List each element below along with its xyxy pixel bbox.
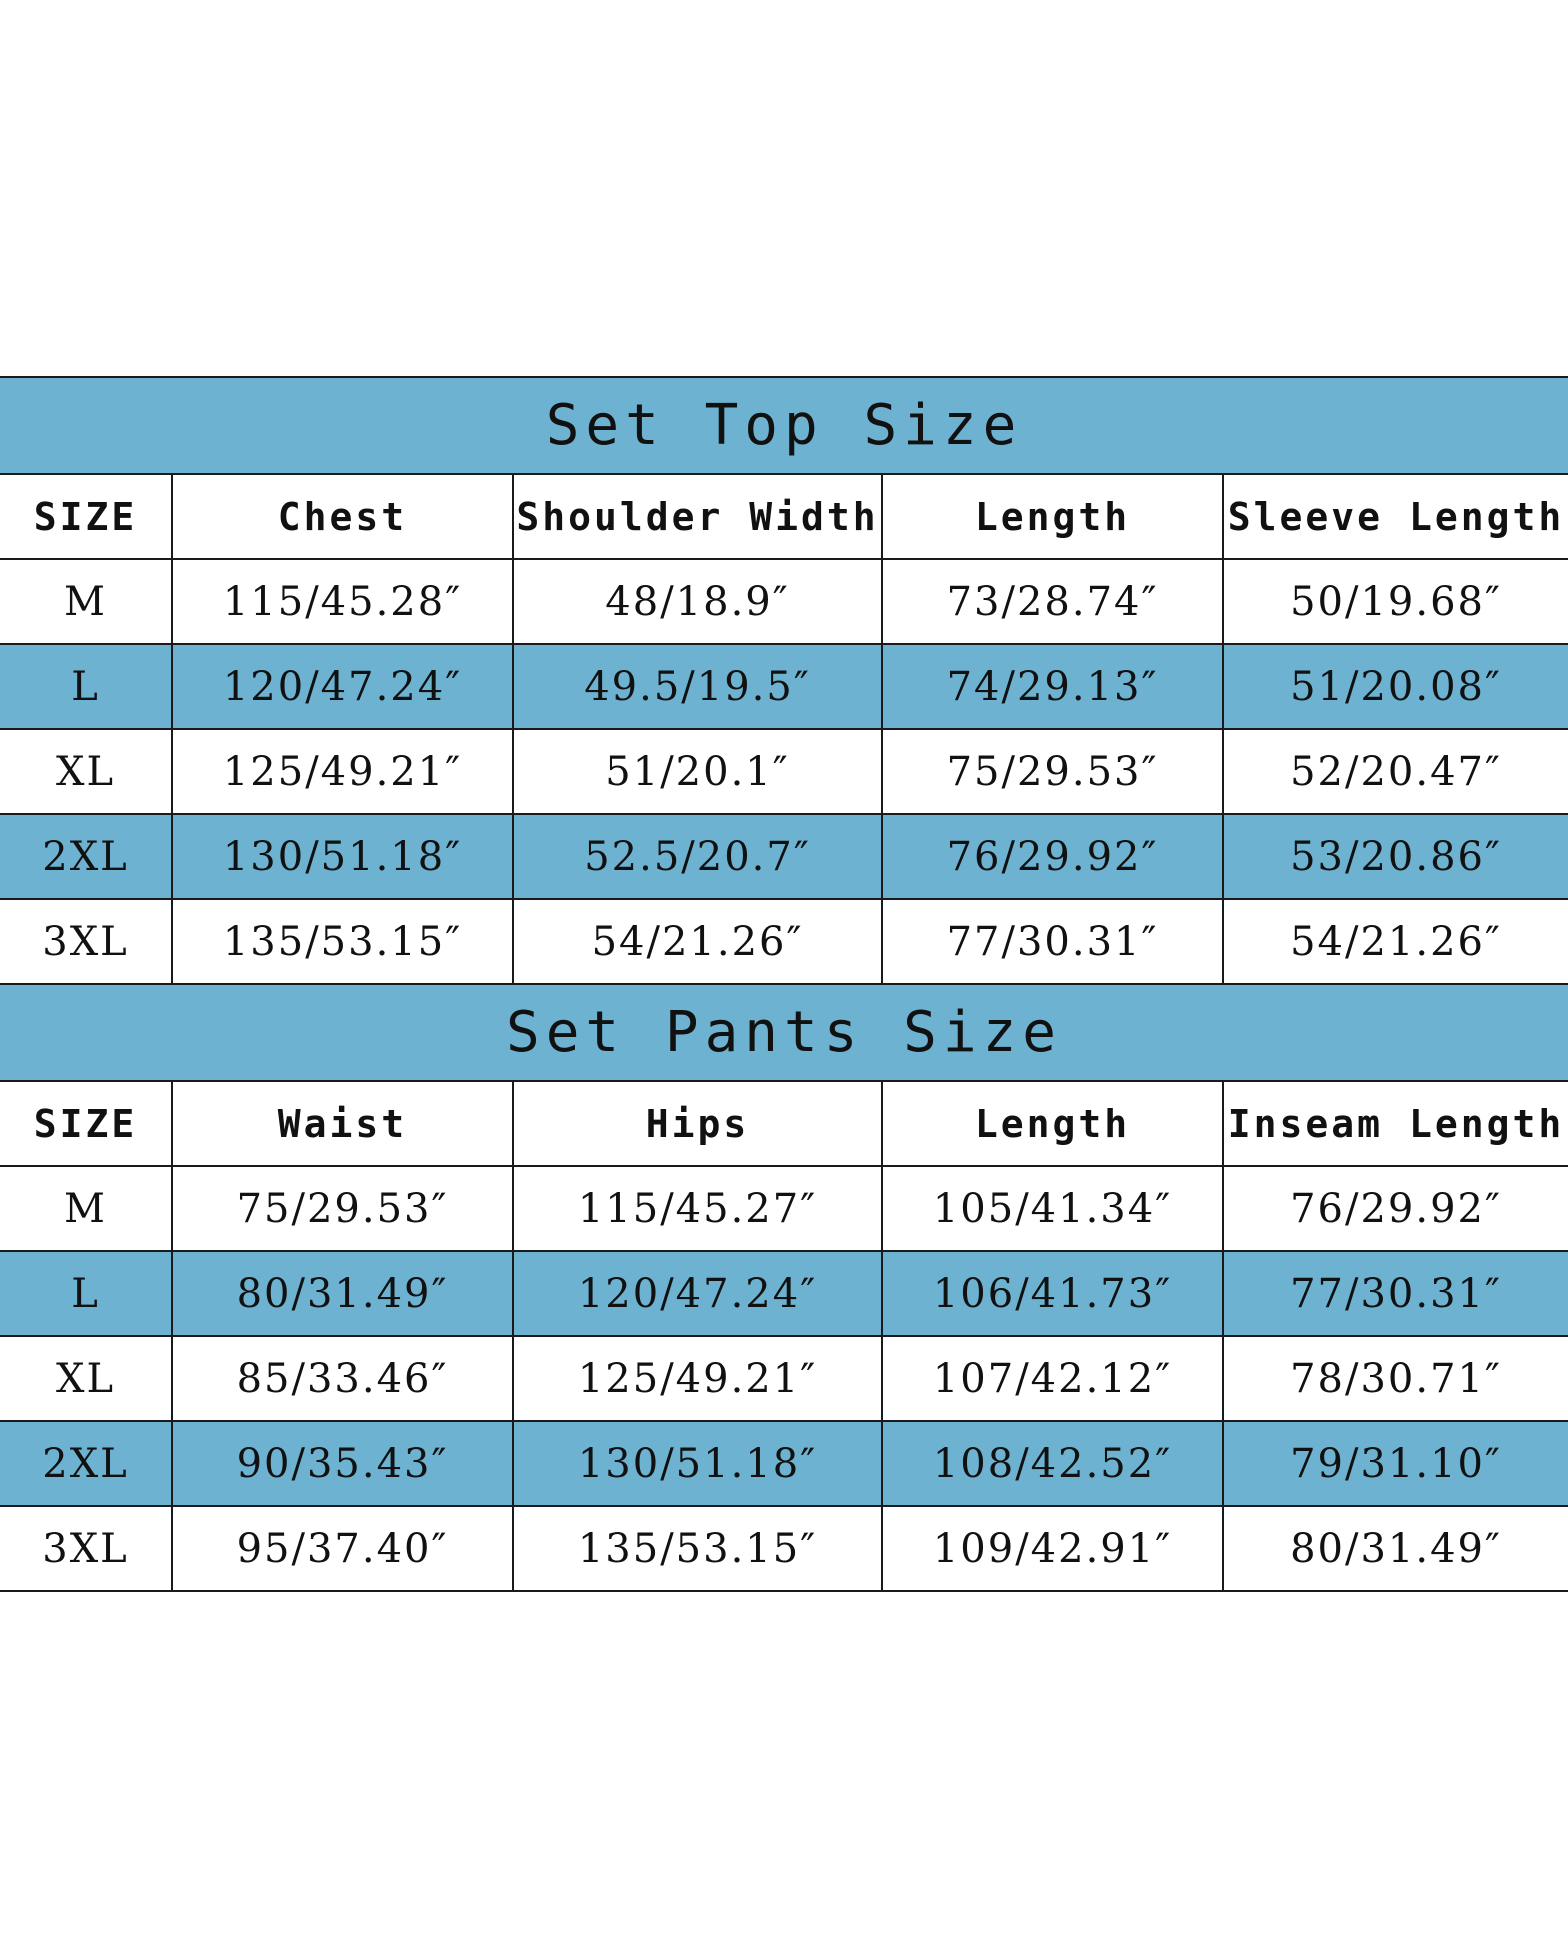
table-row bbox=[0, 559, 1568, 644]
measurement-cell: 120/47.24″ bbox=[172, 644, 513, 729]
measurement-cell: 73/28.74″ bbox=[882, 559, 1223, 644]
measurement-cell: 135/53.15″ bbox=[172, 899, 513, 984]
size-cell: 3XL bbox=[0, 1506, 172, 1591]
measurement-cell: 76/29.92″ bbox=[882, 814, 1223, 899]
measurement-cell: 107/42.12″ bbox=[882, 1336, 1223, 1421]
measurement-cell: 77/30.31″ bbox=[1223, 1251, 1568, 1336]
table-row bbox=[0, 1336, 1568, 1421]
column-header: Shoulder Width bbox=[513, 474, 882, 559]
pants-title-row bbox=[0, 984, 1568, 1081]
table-row bbox=[0, 1506, 1568, 1591]
measurement-cell: 51/20.08″ bbox=[1223, 644, 1568, 729]
measurement-cell: 106/41.73″ bbox=[882, 1251, 1223, 1336]
measurement-cell: 90/35.43″ bbox=[172, 1421, 513, 1506]
measurement-cell: 51/20.1″ bbox=[513, 729, 882, 814]
measurement-cell: 130/51.18″ bbox=[513, 1421, 882, 1506]
size-cell: 2XL bbox=[0, 1421, 172, 1506]
table-row bbox=[0, 729, 1568, 814]
column-header: SIZE bbox=[0, 1081, 172, 1166]
column-header: Hips bbox=[513, 1081, 882, 1166]
size-cell: M bbox=[0, 559, 172, 644]
measurement-cell: 125/49.21″ bbox=[172, 729, 513, 814]
measurement-cell: 115/45.27″ bbox=[513, 1166, 882, 1251]
size-cell: L bbox=[0, 1251, 172, 1336]
measurement-cell: 77/30.31″ bbox=[882, 899, 1223, 984]
measurement-cell: 105/41.34″ bbox=[882, 1166, 1223, 1251]
top-section-title: Set Top Size bbox=[0, 377, 1568, 474]
measurement-cell: 108/42.52″ bbox=[882, 1421, 1223, 1506]
measurement-cell: 54/21.26″ bbox=[513, 899, 882, 984]
measurement-cell: 53/20.86″ bbox=[1223, 814, 1568, 899]
size-table bbox=[0, 376, 1568, 1592]
size-cell: L bbox=[0, 644, 172, 729]
measurement-cell: 74/29.13″ bbox=[882, 644, 1223, 729]
table-row bbox=[0, 644, 1568, 729]
measurement-cell: 85/33.46″ bbox=[172, 1336, 513, 1421]
table-row bbox=[0, 1251, 1568, 1336]
measurement-cell: 130/51.18″ bbox=[172, 814, 513, 899]
measurement-cell: 120/47.24″ bbox=[513, 1251, 882, 1336]
measurement-cell: 76/29.92″ bbox=[1223, 1166, 1568, 1251]
measurement-cell: 52.5/20.7″ bbox=[513, 814, 882, 899]
top-header-row bbox=[0, 474, 1568, 559]
top-title-row bbox=[0, 377, 1568, 474]
measurement-cell: 48/18.9″ bbox=[513, 559, 882, 644]
measurement-cell: 80/31.49″ bbox=[1223, 1506, 1568, 1591]
measurement-cell: 115/45.28″ bbox=[172, 559, 513, 644]
size-cell: 3XL bbox=[0, 899, 172, 984]
measurement-cell: 75/29.53″ bbox=[882, 729, 1223, 814]
measurement-cell: 75/29.53″ bbox=[172, 1166, 513, 1251]
measurement-cell: 50/19.68″ bbox=[1223, 559, 1568, 644]
column-header: Sleeve Length bbox=[1223, 474, 1568, 559]
size-cell: XL bbox=[0, 729, 172, 814]
measurement-cell: 135/53.15″ bbox=[513, 1506, 882, 1591]
measurement-cell: 95/37.40″ bbox=[172, 1506, 513, 1591]
size-chart bbox=[0, 376, 1568, 1592]
measurement-cell: 49.5/19.5″ bbox=[513, 644, 882, 729]
table-row bbox=[0, 814, 1568, 899]
table-row bbox=[0, 899, 1568, 984]
column-header: Length bbox=[882, 474, 1223, 559]
pants-section-title: Set Pants Size bbox=[0, 984, 1568, 1081]
measurement-cell: 79/31.10″ bbox=[1223, 1421, 1568, 1506]
column-header: SIZE bbox=[0, 474, 172, 559]
measurement-cell: 80/31.49″ bbox=[172, 1251, 513, 1336]
measurement-cell: 78/30.71″ bbox=[1223, 1336, 1568, 1421]
column-header: Waist bbox=[172, 1081, 513, 1166]
column-header: Inseam Length bbox=[1223, 1081, 1568, 1166]
measurement-cell: 125/49.21″ bbox=[513, 1336, 882, 1421]
pants-header-row bbox=[0, 1081, 1568, 1166]
size-cell: XL bbox=[0, 1336, 172, 1421]
column-header: Chest bbox=[172, 474, 513, 559]
measurement-cell: 109/42.91″ bbox=[882, 1506, 1223, 1591]
measurement-cell: 54/21.26″ bbox=[1223, 899, 1568, 984]
measurement-cell: 52/20.47″ bbox=[1223, 729, 1568, 814]
size-cell: 2XL bbox=[0, 814, 172, 899]
column-header: Length bbox=[882, 1081, 1223, 1166]
size-cell: M bbox=[0, 1166, 172, 1251]
table-row bbox=[0, 1421, 1568, 1506]
table-row bbox=[0, 1166, 1568, 1251]
